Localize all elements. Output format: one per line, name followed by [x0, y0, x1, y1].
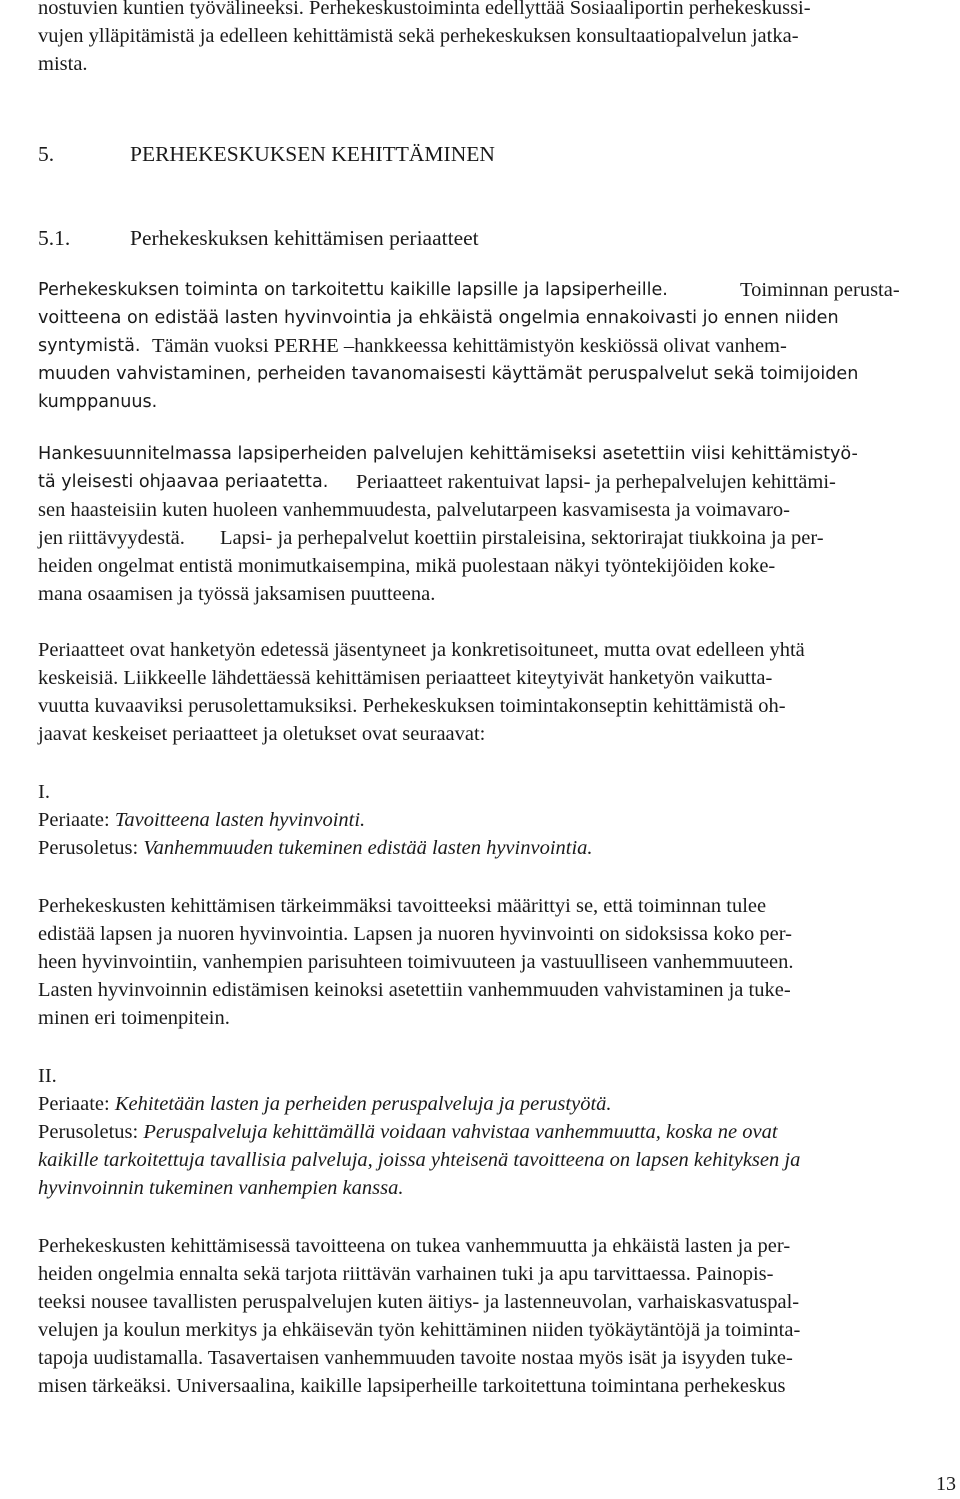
assumption-label: Perusoletus:	[38, 837, 144, 859]
paragraph-line: minen eri toimenpitein.	[38, 1007, 230, 1029]
principle-line	[38, 1090, 612, 1118]
principle-line	[38, 806, 365, 834]
principle-text: Kehitetään lasten ja perheiden peruspalveluja ja perustyötä.	[114, 1093, 612, 1115]
principle-label: Periaate:	[38, 809, 115, 831]
assumption-text: hyvinvoinnin tukeminen vanhempien kanssa.	[38, 1177, 404, 1199]
paragraph-line: velujen ja koulun merkitys ja ehkäisevän työn kehittäminen niiden työkäytäntöjä ja toiminta-	[38, 1319, 801, 1341]
paragraph-line: muuden vahvistaminen, perheiden tavanomaisesti käyttämät peruspalvelut sekä toimijoiden	[38, 364, 859, 384]
assumption-text: kaikille tarkoitettuja tavallisia palveluja, joissa yhteisenä tavoitteena on lapsen kehityksen ja	[38, 1149, 801, 1171]
principle-numeral: II.	[38, 1065, 57, 1087]
text-line: nostuvien kuntien työvälineeksi. Perhekeskustoiminta edellyttää Sosiaaliportin perhekeskussi-	[38, 0, 811, 19]
subsection-number: 5.1.	[38, 226, 71, 250]
paragraph-line: heiden ongelmia ennalta sekä tarjota riittävän varhainen tuki ja apu tarvittaessa. Painopis-	[38, 1263, 774, 1285]
paragraph-line: sen haasteisiin kuten huoleen vanhemmuudesta, palvelutarpeen kasvamisesta ja voimavaro-	[38, 499, 790, 521]
assumption-text: Peruspalveluja kehittämällä voidaan vahvistaa vanhemmuutta, koska ne ovat	[143, 1121, 778, 1143]
paragraph-line: Periaatteet rakentuivat lapsi- ja perhepalvelujen kehittämi-	[356, 471, 836, 493]
paragraph-line: kumppanuus.	[38, 392, 158, 412]
paragraph-line: jen riittävyydestä.	[38, 527, 185, 549]
paragraph-line: Periaatteet ovat hanketyön edetessä jäsentyneet ja konkretisoituneet, mutta ovat edelleen yhtä	[38, 639, 805, 661]
text-line: vujen ylläpitämistä ja edelleen kehittämistä sekä perhekeskuksen konsultaatiopalvelun jatka-	[38, 25, 799, 47]
paragraph-line: Hankesuunnitelmassa lapsiperheiden palvelujen kehittämiseksi asetettiin viisi kehittämistyö-	[38, 444, 858, 464]
paragraph-line: Toiminnan perusta-	[740, 279, 900, 301]
paragraph-line: voitteena on edistää lasten hyvinvointia ja ehkäistä ongelmia ennakoivasti jo ennen niiden	[38, 308, 839, 328]
paragraph-line: jaavat keskeiset periaatteet ja oletukset ovat seuraavat:	[38, 723, 486, 745]
section-title: PERHEKESKUKSEN KEHITTÄMINEN	[130, 142, 495, 166]
paragraph-line: mana osaamisen ja työssä jaksamisen puutteena.	[38, 583, 436, 605]
paragraph-line: Lapsi- ja perhepalvelut koettiin pirstaleisina, sektorirajat tiukkoina ja per-	[220, 527, 824, 549]
subsection-title: Perhekeskuksen kehittämisen periaatteet	[130, 226, 479, 250]
section-number: 5.	[38, 142, 55, 166]
assumption-text: Vanhemmuuden tukeminen edistää lasten hyvinvointia.	[143, 837, 593, 859]
section-heading	[38, 140, 495, 168]
paragraph-line: keskeisiä. Liikkeelle lähdettäessä kehittämisen periaatteet kiteytyivät hanketyön vaikutta-	[38, 667, 773, 689]
assumption-line	[38, 834, 593, 862]
text-line: mista.	[38, 53, 88, 75]
assumption-line	[38, 1118, 778, 1146]
paragraph-line: misen tärkeäksi. Universaalina, kaikille lapsiperheille tarkoitettuna toimintana perhekeskus	[38, 1375, 786, 1397]
principle-label: Periaate:	[38, 1093, 115, 1115]
paragraph-line: Perhekeskusten kehittämisessä tavoitteena on tukea vanhemmuutta ja ehkäistä lasten ja per-	[38, 1235, 791, 1257]
assumption-label: Perusoletus:	[38, 1121, 144, 1143]
paragraph-line: edistää lapsen ja nuoren hyvinvointia. Lapsen ja nuoren hyvinvointi on sidoksissa koko per-	[38, 923, 792, 945]
principle-text: Tavoitteena lasten hyvinvointi.	[114, 809, 366, 831]
paragraph-line: tapoja uudistamalla. Tasavertaisen vanhemmuuden tavoite nostaa myös isät ja isyyden tuke-	[38, 1347, 793, 1369]
paragraph-line: Lasten hyvinvoinnin edistämisen keinoksi asetettiin vanhemmuuden vahvistaminen ja tuke-	[38, 979, 791, 1001]
paragraph-line: tä yleisesti ohjaavaa periaatetta.	[38, 472, 329, 492]
paragraph-line: syntymistä.	[38, 336, 141, 356]
paragraph-line: heiden ongelmat entistä monimutkaisempina, mikä puolestaan näkyi työntekijöiden koke-	[38, 555, 776, 577]
paragraph-line: Perhekeskuksen toiminta on tarkoitettu kaikille lapsille ja lapsiperheille.	[38, 280, 668, 300]
paragraph-line: Tämän vuoksi PERHE –hankkeessa kehittämistyön keskiössä olivat vanhem-	[152, 335, 787, 357]
principle-numeral: I.	[38, 781, 50, 803]
paragraph-line: teeksi nousee tavallisten peruspalvelujen kuten äitiys- ja lastenneuvolan, varhaiskasvatuspal-	[38, 1291, 800, 1313]
subsection-heading	[38, 224, 479, 252]
paragraph-line: Perhekeskusten kehittämisen tärkeimmäksi tavoitteeksi määrittyi se, että toiminnan tulee	[38, 895, 767, 917]
paragraph-line: heen hyvinvointiin, vanhempien parisuhteen toimivuuteen ja vastuulliseen vanhemmuuteen.	[38, 951, 794, 973]
page-number: 13	[936, 1473, 956, 1495]
paragraph-line: vuutta kuvaaviksi perusolettamuksiksi. Perhekeskuksen toimintakonseptin kehittämistä oh-	[38, 695, 786, 717]
